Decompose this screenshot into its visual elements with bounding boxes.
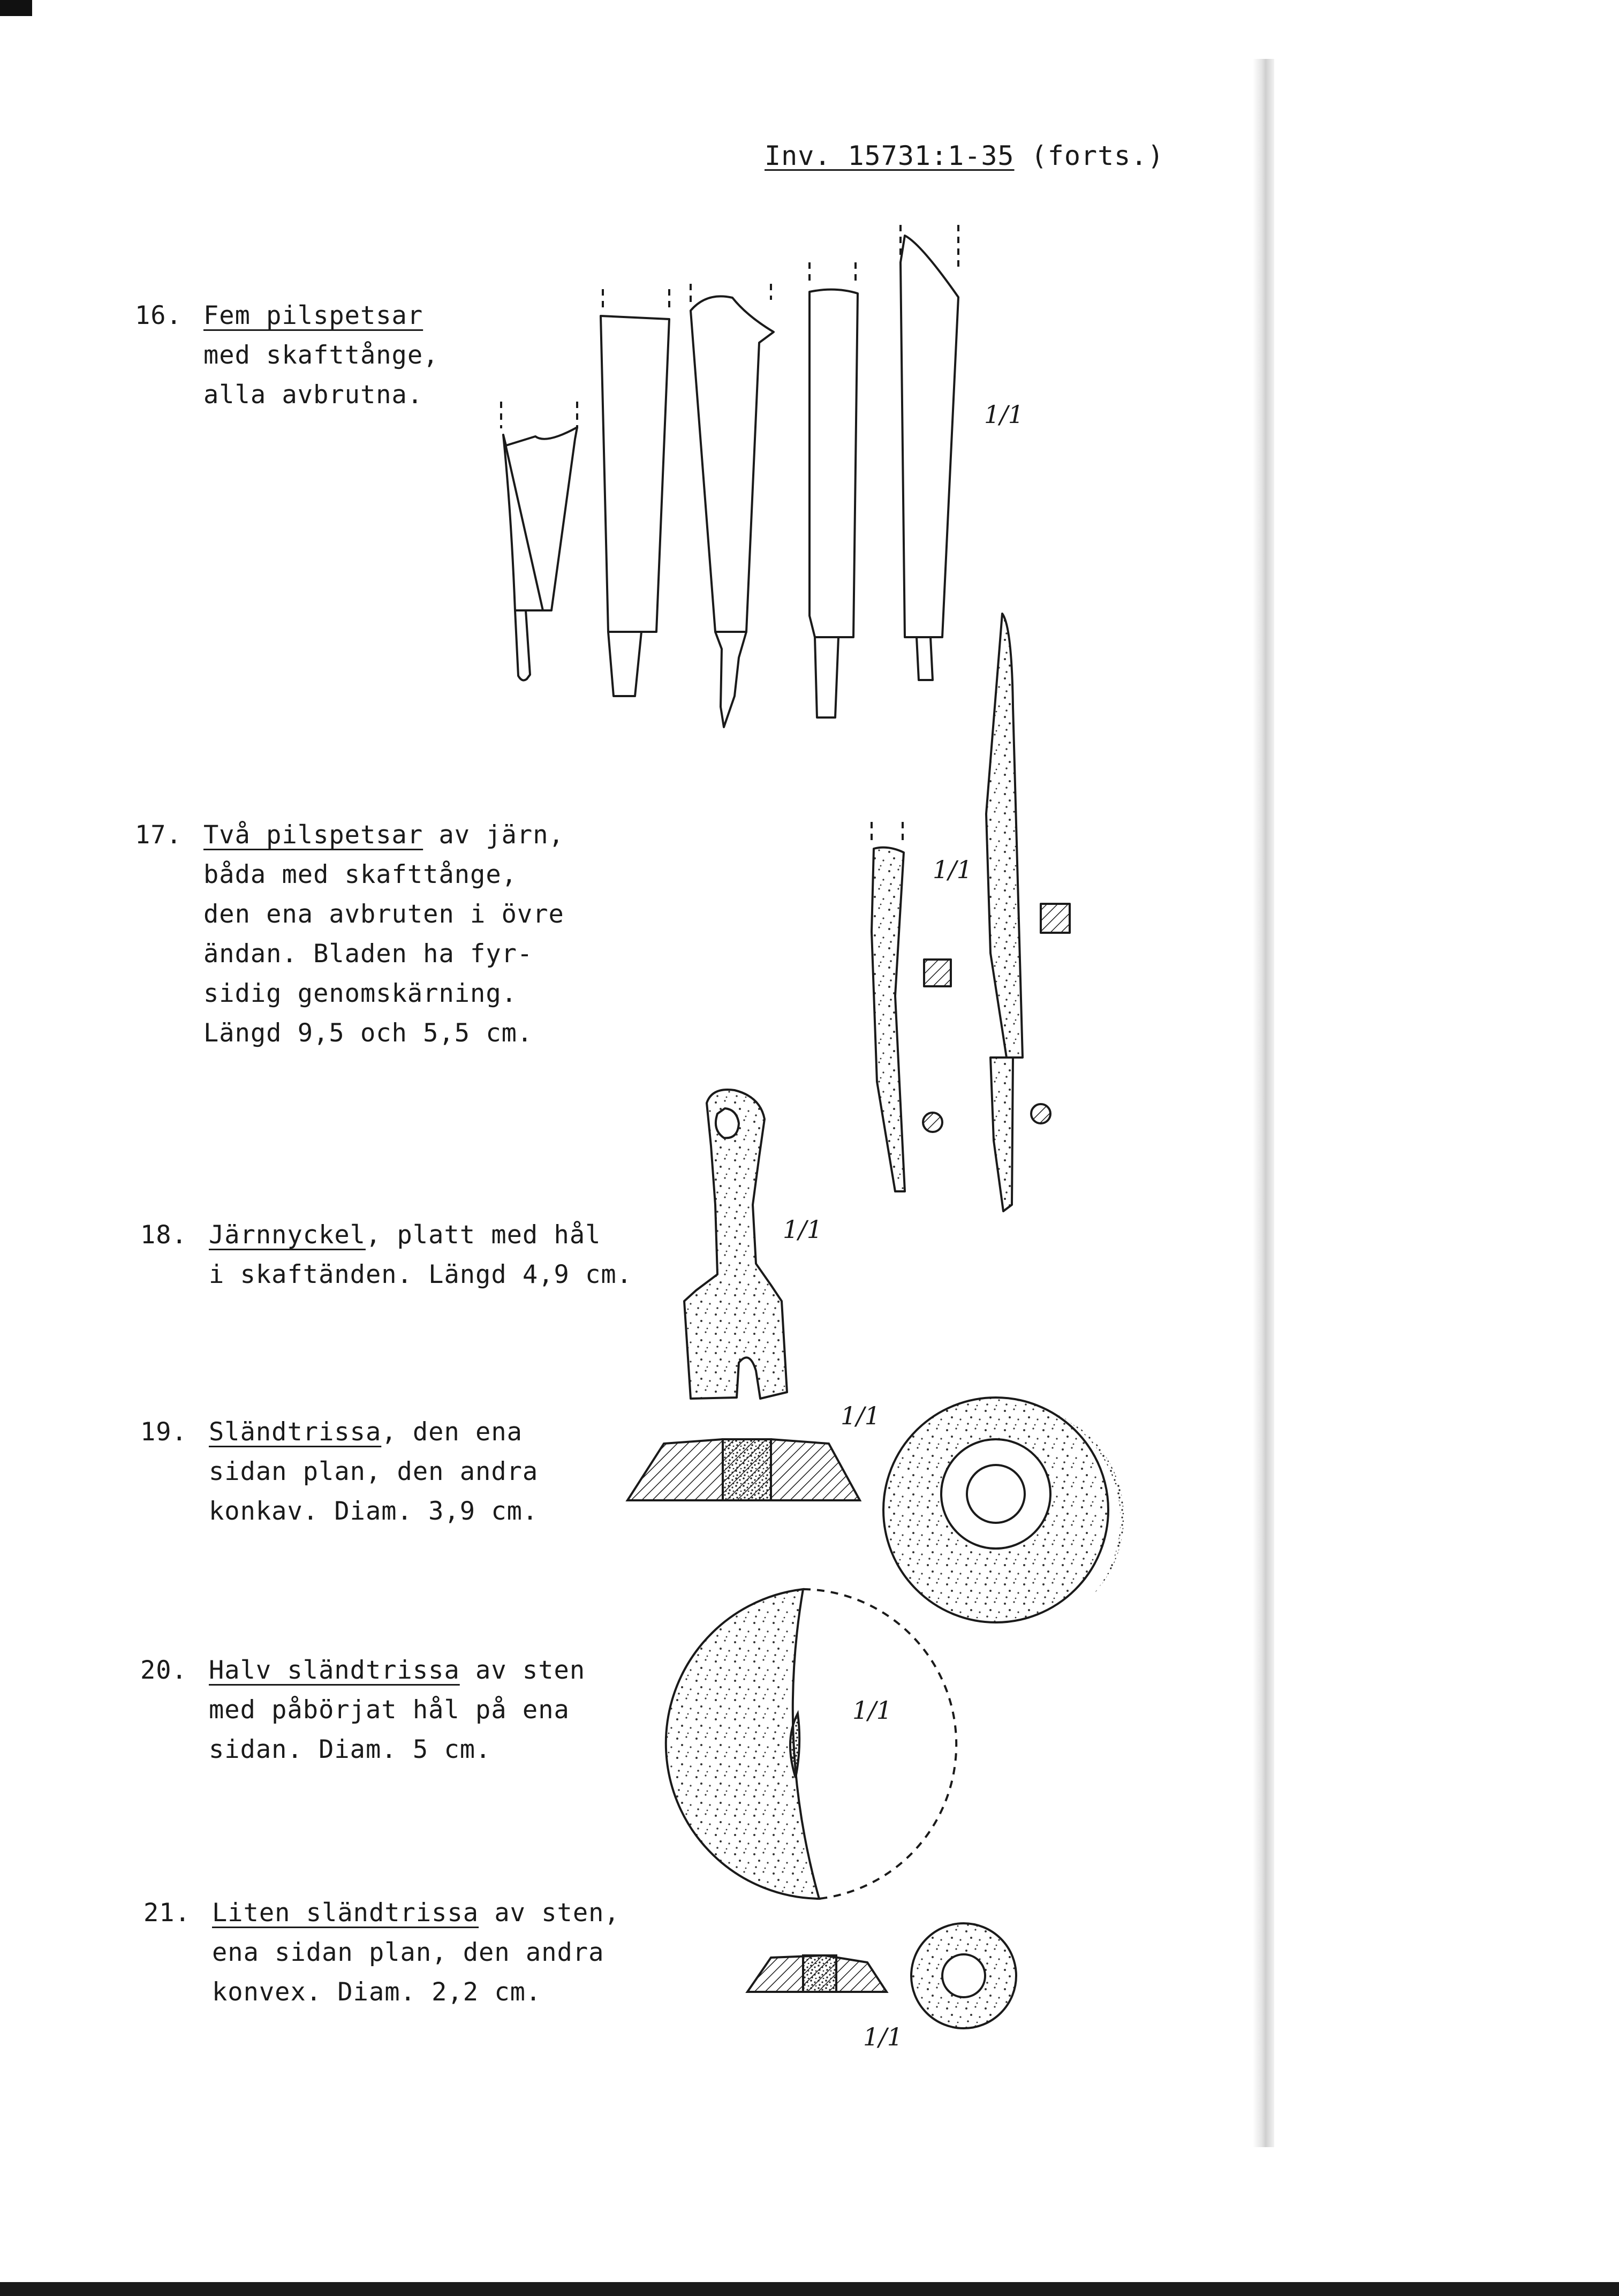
inventory-number: Inv. 15731:1-35 xyxy=(765,140,1015,171)
entry-line: konkav. Diam. 3,9 cm. xyxy=(209,1497,539,1526)
entry-line: Längd 9,5 och 5,5 cm. xyxy=(203,1018,533,1048)
entry-term: Två pilspetsar xyxy=(203,820,423,850)
entry-line-1: Liten sländtrissa av sten, xyxy=(212,1898,620,1928)
scale-label-17: 1/1 xyxy=(933,855,973,884)
entry-line: sidan. Diam. 5 cm. xyxy=(209,1735,491,1764)
iron-key-drawing xyxy=(684,1090,787,1399)
two-iron-arrowheads-drawing xyxy=(872,614,1070,1211)
half-spindle-whorl-drawing xyxy=(666,1589,956,1899)
entry-line: ena sidan plan, den andra xyxy=(212,1938,604,1967)
entry-line: båda med skafttånge, xyxy=(203,860,517,889)
entry-line: sidig genomskärning. xyxy=(203,979,517,1008)
small-spindle-whorl-drawing xyxy=(747,1923,1016,2028)
entry-line: den ena avbruten i övre xyxy=(203,900,564,929)
scale-label-20: 1/1 xyxy=(852,1696,892,1725)
entry-number: 20. xyxy=(140,1656,187,1685)
entry-line-1: Halv sländtrissa av sten xyxy=(209,1656,586,1685)
entry-line-1: Järnnyckel, platt med hål xyxy=(209,1220,601,1250)
entry-term: Järnnyckel xyxy=(209,1220,366,1250)
entry-line: i skaftänden. Längd 4,9 cm. xyxy=(209,1260,633,1289)
continued-note: (forts.) xyxy=(1031,140,1164,171)
entry-line: alla avbrutna. xyxy=(203,380,423,410)
scale-label-16: 1/1 xyxy=(984,400,1024,429)
entry-term: Halv sländtrissa xyxy=(209,1656,460,1685)
entry-number: 21. xyxy=(143,1898,191,1928)
entry-number: 17. xyxy=(135,820,182,850)
scale-label-21: 1/1 xyxy=(863,2022,903,2051)
entry-line: med påbörjat hål på ena xyxy=(209,1695,570,1725)
entry-line: ändan. Bladen ha fyr- xyxy=(203,939,533,969)
entry-line: med skafttånge, xyxy=(203,341,439,370)
entry-term: Sländtrissa xyxy=(209,1417,382,1447)
entry-term: Liten sländtrissa xyxy=(212,1898,479,1928)
entry-line: konvex. Diam. 2,2 cm. xyxy=(212,1977,542,2007)
entry-term: Fem pilspetsar xyxy=(203,301,423,330)
scale-label-19: 1/1 xyxy=(841,1401,881,1430)
scale-label-18: 1/1 xyxy=(783,1215,823,1244)
entry-number: 16. xyxy=(135,301,182,330)
entry-line-1: Två pilspetsar av järn, xyxy=(203,820,564,850)
entry-number: 19. xyxy=(140,1417,187,1447)
entry-number: 18. xyxy=(140,1220,187,1250)
entry-line: sidan plan, den andra xyxy=(209,1457,539,1486)
entry-line-1: Sländtrissa, den ena xyxy=(209,1417,523,1447)
five-arrowheads-drawing xyxy=(501,225,958,727)
spindle-whorl-drawing xyxy=(627,1398,1124,1622)
